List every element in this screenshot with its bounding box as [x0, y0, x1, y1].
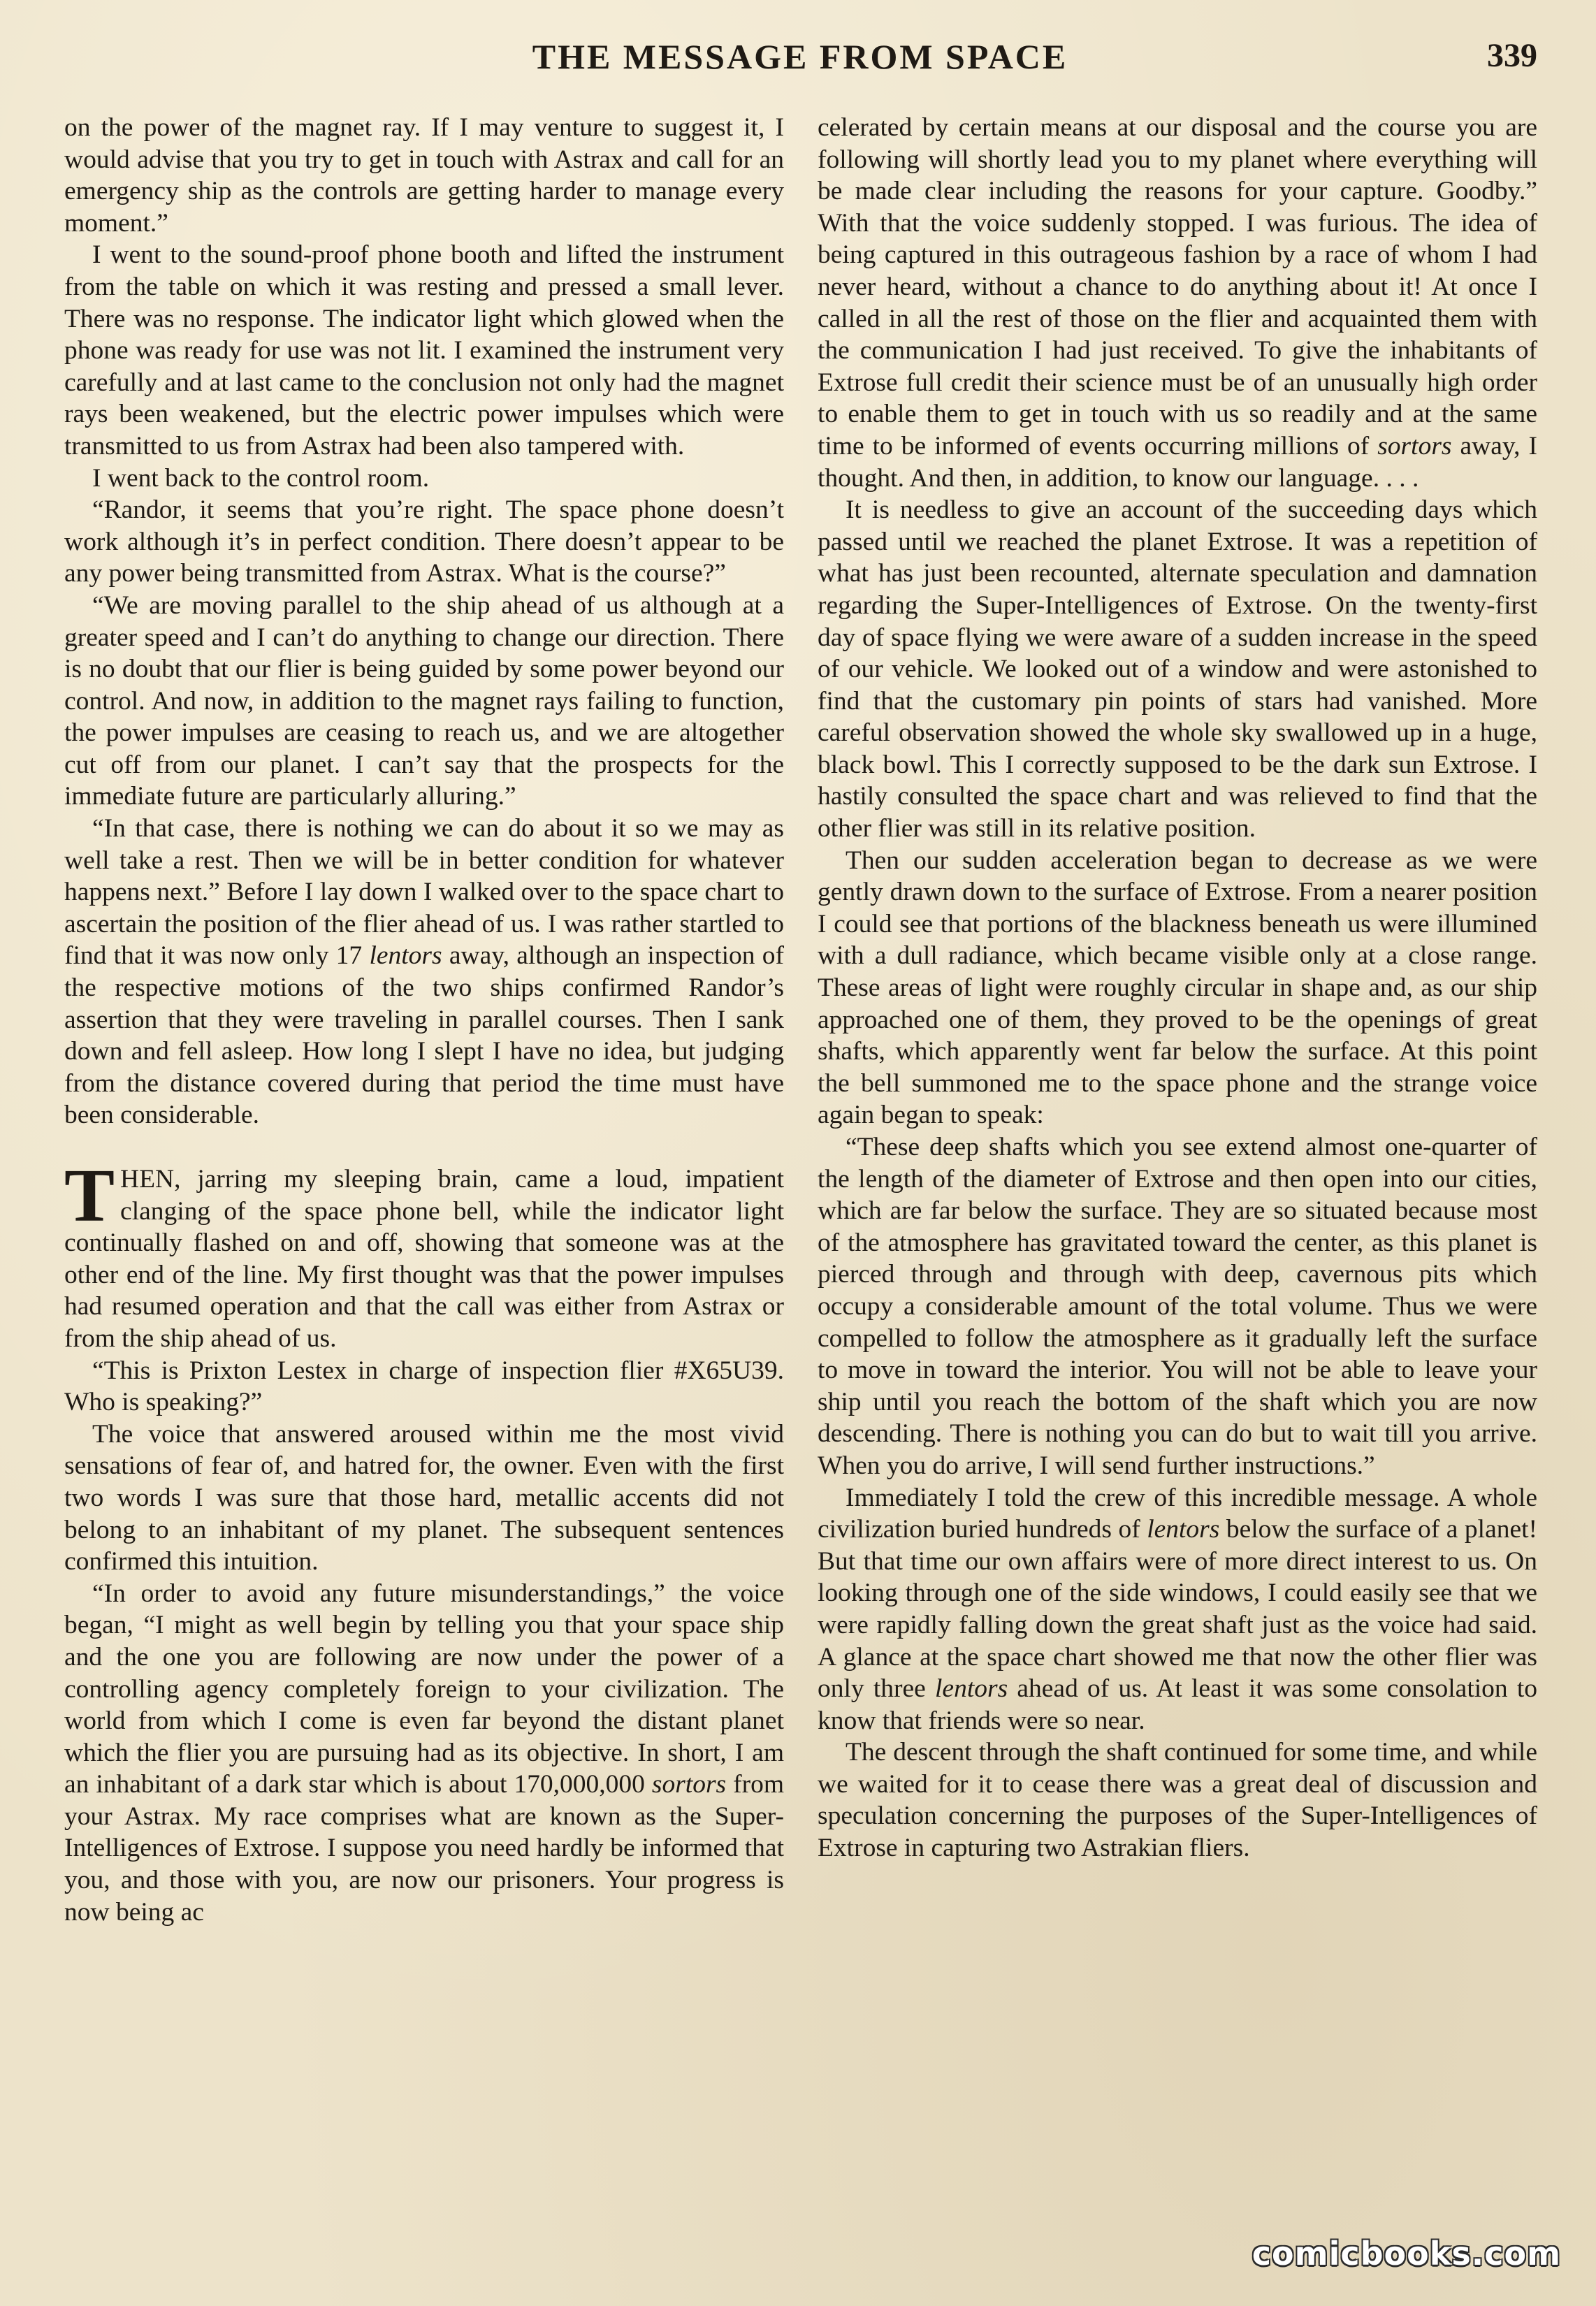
paragraph-text: away, although an inspection of the respective motions of the two ships confirmed Randor’s assertion that they were traveling in parallel courses. Then I sank down and fell asleep. How long I slept I have no idea, but judging from the distance covered during that period the time must have been considerable.: [64, 941, 784, 1130]
running-title: THE MESSAGE FROM SPACE: [532, 37, 1068, 76]
paragraph: [818, 112, 1537, 494]
section-paragraph: [64, 1154, 784, 1355]
paragraph: “Randor, it seems that you’re right. The space phone doesn’t work although it’s in perfect condition. There doesn’t appear to be any power being transmitted from Astrax. What is the course?”: [64, 495, 784, 588]
paragraph: “These deep shafts which you see extend almost one-quarter of the length of the diameter of Extrose and then open into our cities, which are far below the surface. They are so situated because most of the atmosphere has gravitated toward the center, as this planet is pierced through and through with deep, cavernous pits which occupy a considerable amount of the total volume. Thus we were compelled to follow the atmosphere as it gradually left the surface to move in toward the interior. You will not be able to leave your ship until you reach the bottom of the shaft which you are now descending. There is nothing you can do but to wait till you arrive. When you do arrive, I will send further instructions.”: [818, 1133, 1537, 1480]
paragraph: The descent through the shaft continued for some time, and while we waited for it to cease there was a great deal of discussion and speculation concerning the purposes of the Super-Intelligences of Extrose in capturing two Astrakian fliers.: [818, 1738, 1537, 1863]
paragraph-text: from your Astrax. My race comprises what are known as the Super-Intelligences of Extrose. I suppose you need hardly be informed that you, and those with you, are now our prisoners. Your progress is now being ac: [64, 1770, 784, 1927]
paragraph-text: ahead of us. At least it was some consolation to know that friends were so near.: [818, 1674, 1537, 1735]
page-header: [63, 36, 1537, 78]
paragraph: on the power of the magnet ray. If I may venture to suggest it, I would advise that you try to get in touch with Astrax and call for an emergency ship as the controls are getting harder to manage every moment.”: [64, 113, 784, 238]
paragraph: Then our sudden acceleration began to decrease as we were gently drawn down to the surface of Extrose. From a nearer position I could see that portions of the blackness beneath us were illumined with a dull radiance, which became visible only at a close range. These areas of light were roughly circular in shape and, as our ship approached one of them, they proved to be the openings of great shafts, which apparently went far below the surface. At this point the bell summoned me to the space phone and the strange voice again began to speak:: [818, 846, 1537, 1130]
paragraph: I went back to the control room.: [92, 463, 430, 493]
italic-term: sortors: [651, 1770, 727, 1799]
italic-term: lentors: [1147, 1515, 1220, 1544]
paragraph: [64, 813, 784, 1131]
paragraph: “This is Prixton Lestex in charge of inspection flier #X65U39. Who is speaking?”: [64, 1356, 784, 1417]
paragraph: [64, 1578, 784, 1929]
paragraph-text: “In order to avoid any future misunderstandings,” the voice began, “I might as well begin by telling you that your space ship and the one you are following are now under the power of a controlling agency completely foreign to your civilization. The world from which I come is even far beyond the distant planet which the flier you are pursuing had as its objective. In short, I am an inhabitant of a dark star which is about 170,000,000: [64, 1579, 784, 1799]
paragraph: “We are moving parallel to the ship ahead of us although at a greater speed and I can’t do anything to change our direction. There is no doubt that our flier is being guided by some power beyond our control. And now, in addition to the magnet rays failing to function, the power impulses are ceasing to reach us, and we are altogether cut off from our planet. I can’t say that the prospects for the immediate future are particularly alluring.”: [64, 590, 784, 811]
paragraph: It is needless to give an account of the succeeding days which passed until we reached the planet Extrose. It was a repetition of what has just been recounted, alternate speculation and damnation regarding the Super-Intelligences of Extrose. On the twenty-first day of space flying we were aware of a sudden increase in the speed of our vehicle. We looked out of a window and were astonished to find that the customary pin points of stars had vanished. More careful observation showed the whole sky swallowed up in a huge, black bowl. This I correctly supposed to be the dark sun Extrose. I hastily consulted the space chart and was relieved to find that the other flier was still in its relative position.: [818, 495, 1537, 843]
paragraph-text: “In that case, there is nothing we can do about it so we may as well take a rest. Then we will be in better condition for whatever happens next.” Before I lay down I walked over to the space chart to ascertain the position of the flier ahead of us. I was rather startled to find that it was now only 17: [64, 814, 784, 971]
paragraph-text: below the surface of a planet! But that time our own affairs were of more direct interest to us. On looking through one of the side windows, I could easily see that we were rapidly falling down the great shaft just as the voice had said. A glance at the space chart showed me that now the other flier was only three: [818, 1515, 1537, 1704]
site-watermark: comicbooks.com: [1252, 2235, 1561, 2272]
page-number: 339: [1487, 37, 1537, 74]
left-column: [64, 112, 784, 2257]
paragraph-text: HEN, jarring my sleeping brain, came a loud, impatient clanging of the space phone bell, while the indicator light continually flashed on and off, showing that someone was at the other end of the line. My first thought was that the power impulses had resumed operation and that the call was either from Astrax or from the ship ahead of us.: [64, 1165, 784, 1353]
paragraph-text: celerated by certain means at our disposal and the course you are following will shortly lead you to my planet where everything will be made clear including the reasons for your capture. Goodby.” With that the voice suddenly stopped. I was furious. The idea of being captured in this outrageous fashion by a race of whom I had never heard, without a chance to do anything about it! At once I called in all the rest of those on the flier and acquainted them with the communication I had just received. To give the inhabitants of Extrose full credit their science must be of an unusually high order to enable them to get in touch with us so readily and at the same time to be informed of events occurring millions of: [818, 113, 1537, 461]
paragraph: The voice that answered aroused within me the most vivid sensations of fear of, and hatred for, the owner. Even with the first two words I was sure that those hard, metallic accents did not belong to an inhabitant of my planet. The subsequent sentences confirmed this intuition.: [64, 1419, 784, 1576]
paragraph-text: away, I thought. And then, in addition, to know our language. . . .: [818, 431, 1537, 493]
paragraph-text: Immediately I told the crew of this incredible message. A whole civilization buried hundreds of: [818, 1483, 1537, 1544]
paragraph: [818, 1482, 1537, 1737]
drop-cap: T: [64, 1154, 115, 1238]
italic-term: sortors: [1377, 431, 1452, 461]
italic-term: lentors: [935, 1674, 1008, 1704]
italic-term: lentors: [369, 941, 442, 971]
paragraph: I went to the sound-proof phone booth and lifted the instrument from the table on which it was resting and pressed a small lever. There was no response. The indicator light which glowed when the phone was ready for use was not lit. I examined the instrument very carefully and at last came to the conclusion not only had the magnet rays been weakened, but the electric power impulses which were transmitted to us from Astrax had been also tampered with.: [64, 240, 784, 461]
right-column: [818, 112, 1537, 2257]
